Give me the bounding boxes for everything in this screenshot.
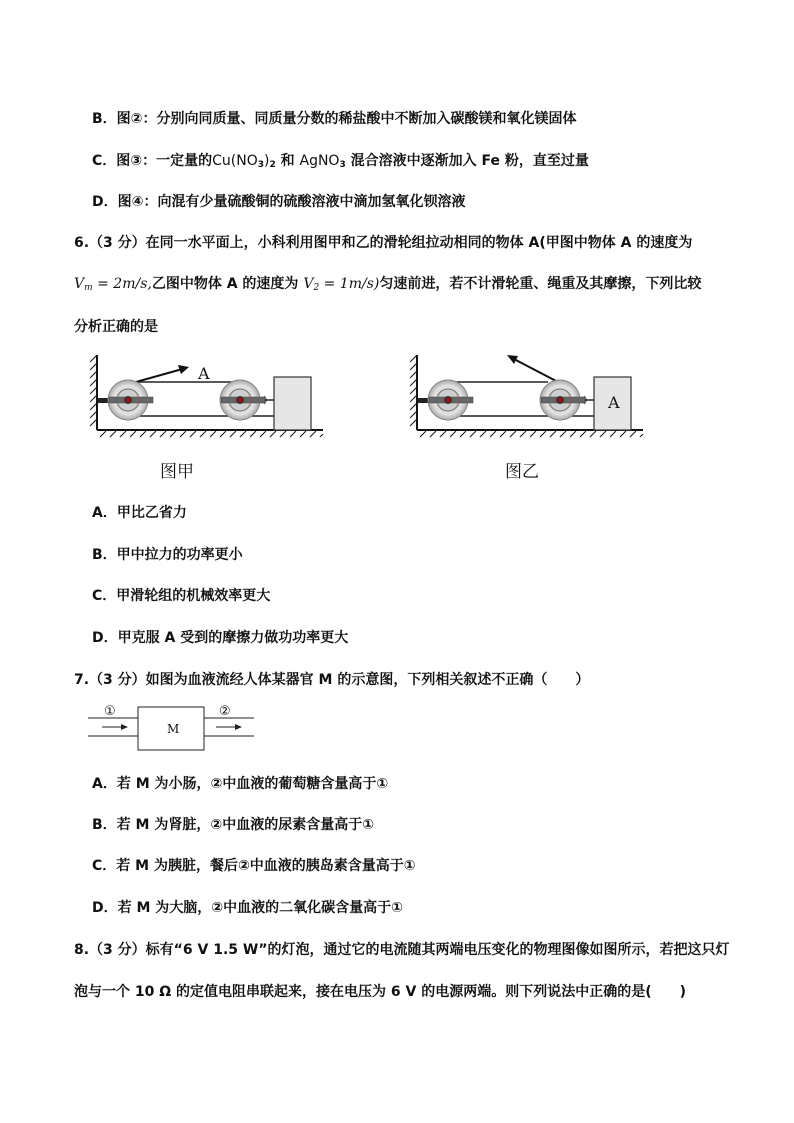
q5-option-d: D．图④：向混有少量硫酸铜的硫酸溶液中滴加氢氧化钡溶液 xyxy=(92,194,466,210)
block-a-label-right: A xyxy=(608,393,620,412)
block-a-label-left: A xyxy=(198,364,210,383)
q7-stem: 7.（3 分）如图为血液流经人体某器官 M 的示意图，下列相关叙述不正确（ ） xyxy=(74,672,590,688)
block-a xyxy=(274,377,311,430)
caption-figure-right: 图乙 xyxy=(505,462,539,482)
fixed-pulley xyxy=(108,380,153,420)
pull-rope xyxy=(136,368,186,382)
moving-pulley xyxy=(540,380,594,420)
q6-stem-line1: 6.（3 分）在同一水平面上，小科利用图甲和乙的滑轮组拉动相同的物体 A(甲图中物体 A 的速度为 xyxy=(74,235,693,251)
q6-option-d: D．甲克服 A 受到的摩擦力做功功率更大 xyxy=(92,630,349,646)
moving-pulley xyxy=(220,380,274,420)
q7-option-b: B．若 M 为肾脏，②中血液的尿素含量高于① xyxy=(92,817,375,833)
q6-stem-line2: $V_m = 2m/s$,乙图中物体 A 的速度为 $V_2 = 1m/s$)匀速前进，若不计滑轮重、绳重及其摩擦，下列比较 xyxy=(74,276,702,293)
q5-option-b: B．图②：分别向同质量、同质量分数的稀盐酸中不断加入碳酸镁和氧化镁固体 xyxy=(92,111,577,127)
flow-in-label: ① xyxy=(104,704,116,719)
pull-arrow-head xyxy=(178,365,189,374)
q6-option-c: C．甲滑轮组的机械效率更大 xyxy=(92,588,271,604)
pull-rope xyxy=(512,358,558,382)
q8-stem-line2: 泡与一个 10 Ω 的定值电阻串联起来，接在电压为 6 V 的电源两端。则下列说法中正确的是( ) xyxy=(74,984,686,1000)
q8-stem-line1: 8.（3 分）标有“6 V 1.5 W”的灯泡，通过它的电流随其两端电压变化的物理图像如图所示，若把这只灯 xyxy=(74,942,730,958)
q6-stem-line3: 分析正确的是 xyxy=(74,319,158,335)
q7-option-d: D．若 M 为大脑，②中血液的二氧化碳含量高于① xyxy=(92,900,404,916)
organ-label: M xyxy=(167,722,180,736)
q7-option-c: C．若 M 为胰脏，餐后②中血液的胰岛素含量高于① xyxy=(92,858,416,874)
q7-option-a: A．若 M 为小肠，②中血液的葡萄糖含量高于① xyxy=(92,776,389,792)
q6-option-a: A．甲比乙省力 xyxy=(92,505,187,521)
flow-out-label: ② xyxy=(219,704,231,719)
q6-option-b: B．甲中拉力的功率更小 xyxy=(92,547,243,563)
fixed-pulley xyxy=(428,380,473,420)
caption-figure-left: 图甲 xyxy=(160,462,194,482)
q5-option-c: C．图③：一定量的$Cu(NO_3)_2$ 和 AgNO$_3$ 混合溶液中逐渐加入 Fe 粉，直至过量 xyxy=(92,153,589,170)
